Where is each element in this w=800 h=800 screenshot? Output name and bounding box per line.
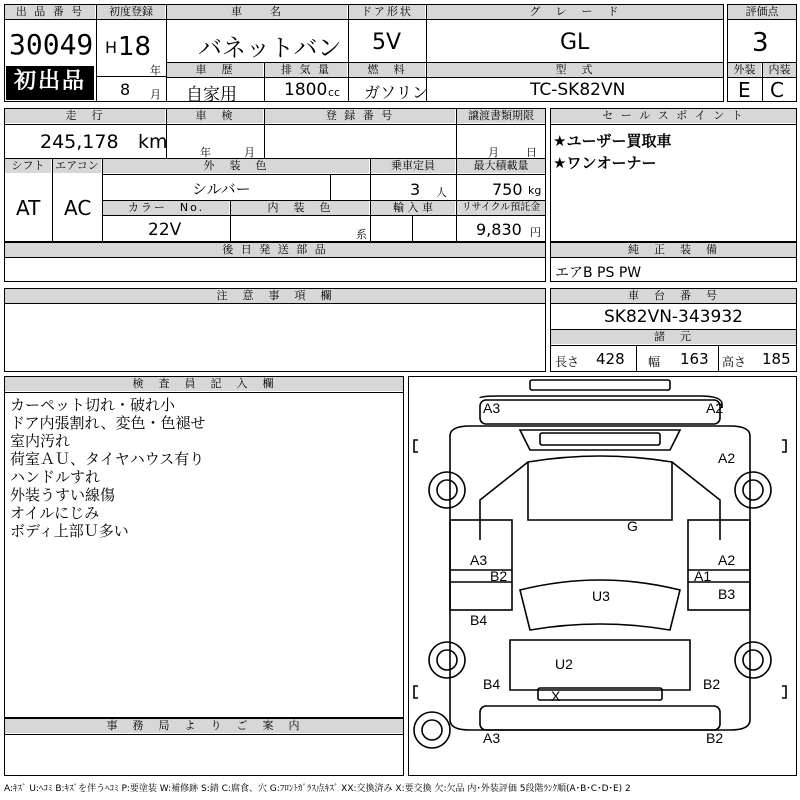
- door-label: ドア形状: [349, 5, 425, 19]
- exterior-label: 外装: [728, 63, 761, 77]
- displacement-label: 排 気 量: [265, 63, 347, 77]
- int-color-label: 内 装 色: [231, 201, 369, 215]
- max-load-unit: kg: [528, 184, 542, 197]
- color-no: 22V: [148, 220, 182, 240]
- ac-label: エアコン: [53, 159, 101, 173]
- max-load: 750: [492, 180, 523, 199]
- inspector-line-4: 荷室ＡＵ、タイヤハウス有り: [10, 450, 205, 468]
- shift: AT: [16, 196, 41, 220]
- sales-points-label: セ ー ル ス ポ イ ン ト: [551, 109, 796, 123]
- damage-b2-left-mid: B2: [490, 568, 508, 584]
- mileage-label: 走 行: [5, 109, 165, 123]
- year-unit: 年: [150, 64, 161, 77]
- auction-no: 30049: [9, 28, 94, 61]
- chassis-label: 車 台 番 号: [551, 289, 796, 303]
- interior-label: 内装: [763, 63, 796, 77]
- damage-a2-right-upper: A2: [718, 450, 736, 466]
- damage-a3-front-left: A3: [483, 730, 501, 746]
- month-unit: 月: [150, 88, 161, 101]
- history: 自家用: [186, 85, 237, 105]
- inspector-line-1: カーペット切れ・破れ小: [10, 396, 176, 414]
- length: 428: [596, 350, 625, 368]
- height-label: 高さ: [722, 355, 747, 369]
- damage-a2-rear-right: A2: [706, 400, 724, 416]
- fuel: ガソリン: [364, 83, 429, 102]
- damage-b2-front-right: B2: [706, 730, 724, 746]
- damage-a3-left-mid: A3: [470, 552, 488, 568]
- damage-g: G: [627, 518, 638, 534]
- door-type: 5V: [372, 30, 402, 55]
- damage-x-front: X: [551, 688, 561, 704]
- inspector-line-3: 室内汚れ: [10, 432, 71, 450]
- inspection-year-unit: 年: [200, 146, 211, 159]
- exterior-grade: E: [738, 78, 751, 102]
- capacity-unit: 人: [436, 186, 447, 199]
- inspector-line-5: ハンドルすれ: [10, 468, 101, 486]
- first-reg-label: 初度登録: [97, 5, 165, 19]
- transfer-label: 譲渡書類期限: [457, 109, 545, 123]
- shift-label: シフト: [5, 159, 51, 173]
- sales-point-2: ★ワンオーナー: [553, 154, 657, 172]
- width-label: 幅: [648, 355, 661, 369]
- genuine-equipment-label: 純 正 装 備: [551, 243, 796, 257]
- fuel-label: 燃 料: [349, 63, 425, 77]
- score: 3: [752, 28, 769, 58]
- damage-a1-right-mid: A1: [694, 568, 712, 584]
- damage-a2-right-mid: A2: [718, 552, 736, 568]
- specs-label: 諸 元: [551, 330, 796, 344]
- first-listing-badge: 初出品: [6, 66, 94, 100]
- transfer-month-unit: 月: [488, 146, 499, 159]
- recycle-unit: 円: [530, 226, 541, 239]
- inspector-line-8: ボディ上部Ｕ多い: [10, 522, 129, 540]
- recycle-label: リサイクル預託金: [457, 201, 545, 215]
- transfer-day-unit: 日: [526, 146, 537, 159]
- displacement: 1800: [284, 80, 328, 100]
- interior-grade: C: [770, 78, 784, 102]
- later-parts-label: 後 日 発 送 部 品: [5, 243, 545, 257]
- grade-label: グ レ ー ド: [427, 5, 723, 19]
- capacity: 3: [410, 180, 421, 199]
- mileage: 245,178: [40, 131, 119, 153]
- auction-no-label: 出 品 番 号: [5, 5, 95, 19]
- mileage-unit: km: [138, 131, 168, 153]
- displacement-unit: cc: [328, 86, 341, 99]
- office-label: 事 務 局 よ り ご 案 内: [5, 719, 403, 733]
- color-no-label: カラー No.: [103, 201, 229, 215]
- ac: AC: [64, 196, 92, 220]
- chassis-number: SK82VN-343932: [604, 307, 743, 327]
- era: H: [105, 38, 118, 57]
- inspector-line-7: オイルにじみ: [10, 504, 100, 522]
- max-load-label: 最大積載量: [457, 159, 545, 173]
- damage-u3: U3: [592, 588, 610, 604]
- inspector-line-2: ドア内張割れ、変色・色褪せ: [10, 414, 206, 432]
- height: 185: [762, 350, 791, 368]
- damage-legend: A:ｷｽﾞ U:ﾍｺﾐ B:ｷｽﾞを伴うﾍｺﾐ P:要塗装 W:補修跡 S:錆 C:腐食、穴 G:ﾌﾛﾝﾄｶﾞﾗｽ点ｷｽﾞ XX:交換済み X:要交換 欠:欠品 内･外装評価 5段階ﾗﾝｸ順(A･B･C･D･E) 2: [4, 784, 631, 794]
- sales-point-1: ★ユーザー買取車: [553, 132, 672, 150]
- model: TC-SK82VN: [530, 80, 626, 100]
- ext-color: シルバー: [192, 180, 251, 198]
- inspector-label: 検 査 員 記 入 欄: [5, 377, 403, 391]
- int-color-suffix: 系: [356, 228, 367, 241]
- length-label: 長さ: [555, 355, 580, 369]
- model-label: 型 式: [427, 63, 723, 77]
- damage-b4-left-lower: B4: [483, 676, 501, 692]
- reg-no-label: 登 録 番 号: [265, 109, 455, 123]
- car-name-label: 車 名: [167, 5, 347, 19]
- damage-b3-right: B3: [718, 586, 736, 602]
- score-label: 評価点: [728, 5, 796, 19]
- width: 163: [680, 350, 709, 368]
- recycle-deposit: 9,830: [476, 220, 522, 239]
- first-reg-month: 8: [120, 80, 131, 99]
- import-label: 輸 入 車: [371, 201, 455, 215]
- damage-b2-right-lower: B2: [703, 676, 721, 692]
- first-reg-year: 18: [118, 32, 152, 62]
- genuine-equipment: エアB PS PW: [555, 265, 642, 281]
- grade: GL: [560, 30, 590, 55]
- damage-a3-rear-left: A3: [483, 400, 501, 416]
- damage-b4-left: B4: [470, 612, 488, 628]
- inspector-line-6: 外装うすい線傷: [10, 486, 116, 504]
- car-name: バネットバン: [198, 34, 342, 62]
- inspection-label: 車 検: [167, 109, 263, 123]
- inspection-month-unit: 月: [244, 146, 255, 159]
- ext-color-label: 外 装 色: [103, 159, 369, 173]
- capacity-label: 乗車定員: [371, 159, 455, 173]
- damage-u2: U2: [555, 656, 573, 672]
- history-label: 車 歴: [167, 63, 263, 77]
- notes-label: 注 意 事 項 欄: [5, 289, 545, 303]
